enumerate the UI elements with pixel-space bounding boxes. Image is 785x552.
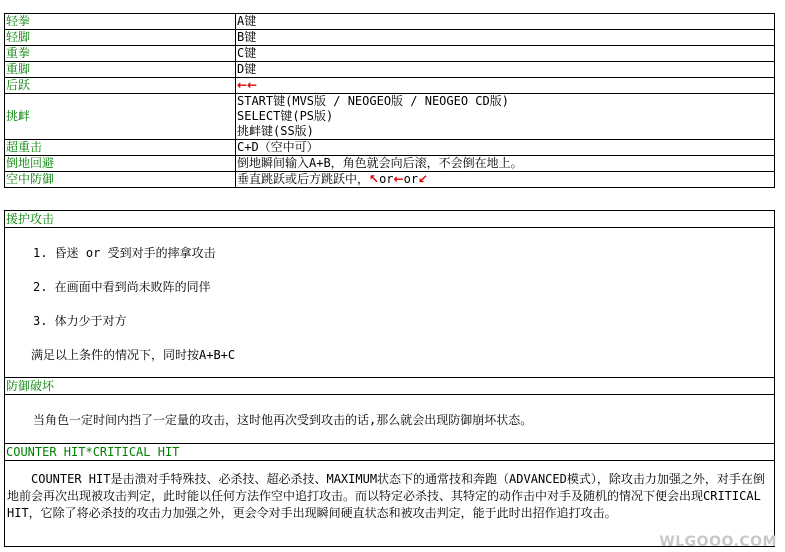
row-name: 后跃 (5, 78, 236, 94)
left-arrow-icon: ←← (237, 78, 258, 92)
table-row (5, 172, 775, 188)
row-value (236, 172, 775, 188)
up-left-arrow-icon: ↖ (369, 172, 380, 186)
section-title: 援护攻击 (5, 211, 774, 228)
table-row (5, 62, 775, 78)
row-value (236, 78, 775, 94)
row-value: C+D（空中可） (236, 140, 775, 156)
table-row (5, 30, 775, 46)
section-body (5, 411, 774, 429)
table-row (5, 140, 775, 156)
table-row (5, 78, 775, 94)
row-value: A键 (236, 14, 775, 30)
value-line: START键(MVS版 / NEOGEO版 / NEOGEO CD版) (237, 94, 509, 108)
section-text: COUNTER HIT是击溃对手特殊技、必杀技、超必杀技、MAXIMUM状态下的通常技和奔跑（ADVANCED模式），除攻击力加强之外，对手在倒地前会再次出现被攻击判定，此时能以任何方法作空中追打攻击。而以特定必杀技、其特定的动作击中对手及随机的情况下便会出现CRITICAL HIT，它除了将必杀技的攻击力加强之外，更会令对手出现瞬间硬直状态和被攻击判定，能于此时出招作追打攻击。 (7, 472, 765, 520)
guard-break-section (4, 377, 775, 444)
row-name: 重脚 (5, 62, 236, 78)
row-value (236, 94, 775, 140)
table-row (5, 14, 775, 30)
row-value: 倒地瞬间输入A+B，角色就会向后滚，不会倒在地上。 (236, 156, 775, 172)
section-body (5, 244, 774, 364)
counter-hit-section (4, 443, 775, 547)
down-left-arrow-icon: ↙ (418, 172, 429, 186)
or-text: or (379, 172, 394, 186)
value-line: SELECT键(PS版) (237, 109, 334, 123)
list-item: 1. 昏迷 or 受到对手的摔拿攻击 (33, 246, 216, 260)
row-name: 轻脚 (5, 30, 236, 46)
list-item: 2. 在画面中看到尚未败阵的同伴 (33, 280, 211, 294)
row-value: B键 (236, 30, 775, 46)
row-name: 超重击 (5, 140, 236, 156)
row-name: 倒地回避 (5, 156, 236, 172)
section-text: 当角色一定时间内挡了一定量的攻击，这时他再次受到攻击的话,那么就会出现防御崩坏状态。 (33, 413, 533, 427)
section-footer: 满足以上条件的情况下，同时按A+B+C (31, 348, 236, 362)
left-arrow-icon: ← (393, 172, 404, 186)
row-value: D键 (236, 62, 775, 78)
watermark: WLGOOO.COM (659, 534, 777, 550)
controls-table (4, 13, 775, 188)
table-row (5, 46, 775, 62)
or-text: or (403, 172, 419, 186)
list-item: 3. 体力少于对方 (33, 314, 127, 328)
value-line: 挑衅键(SS版) (237, 124, 314, 138)
row-name: 挑衅 (5, 94, 236, 140)
table-row (5, 94, 775, 140)
row-name: 轻拳 (5, 14, 236, 30)
value-text: 垂直跳跃或后方跳跃中， (237, 172, 370, 186)
row-name: 空中防御 (5, 172, 236, 188)
row-name: 重拳 (5, 46, 236, 62)
section-title: 防御破坏 (5, 378, 774, 395)
table-row (5, 156, 775, 172)
section-title: COUNTER HIT*CRITICAL HIT (5, 444, 774, 461)
row-value: C键 (236, 46, 775, 62)
assist-attack-section (4, 210, 775, 378)
